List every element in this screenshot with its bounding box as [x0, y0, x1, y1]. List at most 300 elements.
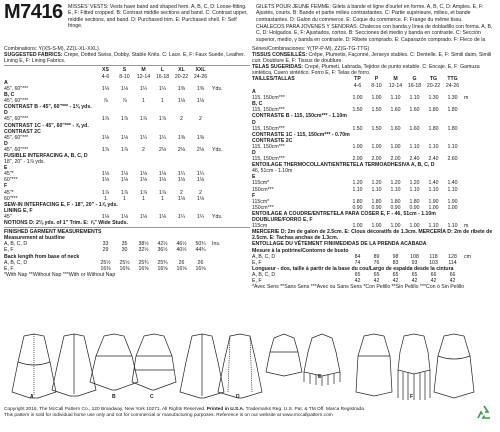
row-value: 114: [448, 259, 457, 266]
row-label: A, B, C, D: [4, 259, 28, 266]
row-value: 1⅛: [120, 85, 129, 92]
row-value: 1⅞: [120, 146, 129, 153]
row-value: 1.40: [428, 180, 439, 187]
row-label: A, B, C, D: [4, 241, 28, 248]
row-value: 25¾: [157, 259, 168, 266]
row-label: 115, 150cm***: [252, 125, 285, 132]
row-value: 1: [142, 98, 145, 105]
header: [4, 1, 496, 44]
english-description: MISSES' VESTS: Vests have band and shaped hem. A, B, C, D: Loose-fitting. E, F: Fitted cropped. B: Contrast middle sections and band. C: Contrast upper, middle sections, and band. D: Purchased trim. E: Purchased shell. F: Self fringe.: [68, 4, 248, 29]
row-value: 1⅞: [101, 146, 110, 153]
row-value: 50¾: [195, 241, 206, 248]
row-value: 1.80: [390, 198, 401, 205]
row-value: 89: [373, 253, 380, 260]
row-value: 1: [161, 98, 164, 105]
row-unit: [210, 135, 226, 141]
row-label: ENTOILAGE THERMOCOLLANT/ENTRETELA TERMOADHESIVA A, B, C, D: [252, 162, 435, 169]
row-value: 1⅞: [139, 189, 148, 196]
row-value: 42: [354, 277, 361, 284]
row-value: 1⅛: [120, 171, 129, 178]
row-label: E: [252, 174, 256, 181]
row-value: 1.00: [428, 204, 439, 211]
row-value: 26: [178, 259, 185, 266]
row-value: 1⅛: [139, 177, 148, 184]
row-value: 1.10: [447, 223, 458, 230]
size-range: 20-22: [174, 73, 189, 80]
row-value: 2: [180, 116, 183, 123]
row-label: E, F: [252, 277, 262, 284]
table-row: [4, 86, 250, 92]
row-label: E: [4, 165, 8, 172]
row-value: 1.80: [409, 198, 420, 205]
row-value: 1.60: [390, 125, 401, 132]
row-value: 1.50: [371, 125, 382, 132]
row-value: 30: [121, 247, 128, 254]
row-value: 1.90: [428, 198, 439, 205]
row-value: 1.10: [428, 186, 439, 193]
row-value: 2⅛: [177, 146, 186, 153]
english-yardage-column: [4, 46, 250, 328]
finished-title: ENTOLLAGE DU VÊTEMENT FINI/MEDIDAS DE LA PRENDA ACABADA: [252, 241, 427, 248]
row-value: 1⅛: [139, 171, 148, 178]
table-row: [252, 95, 498, 101]
row-unit: [462, 260, 478, 266]
fabrics-es-text: Crepé, Plumeti, Labrada, Tejidos de punto estable. C: Encaje. E, F: Gamuza sintética, Cuero sintético. Forro E, F: Telas de forro.: [252, 64, 480, 77]
combinations: Séries/Combinaciones: Y(TP-P-M), ZZ(G-TG-TTG): [252, 46, 370, 52]
row-label: 45", 60"***: [4, 134, 29, 141]
row-value: 33: [102, 241, 109, 248]
row-value: 1.60: [409, 107, 420, 114]
row-value: 38½: [138, 241, 149, 248]
row-value: 1: [123, 195, 126, 202]
row-value: 1.80: [371, 198, 382, 205]
row-unit: [462, 187, 478, 193]
row-value: 1.00: [371, 143, 382, 150]
row-label: D: [4, 140, 8, 147]
row-value: 1.00: [409, 223, 420, 230]
row-value: 0.90: [409, 204, 420, 211]
size-range: 4-6: [101, 73, 110, 80]
bust-title: Measurement at bustline: [4, 235, 65, 242]
row-value: 1.80: [428, 125, 439, 132]
row-unit: m: [464, 223, 469, 230]
row-value: 66: [449, 271, 456, 278]
footer: [4, 407, 474, 418]
row-value: 1.10: [371, 186, 382, 193]
row-value: 42: [430, 277, 437, 284]
row-label: 18", 20" - 1⅞ yds.: [4, 159, 45, 166]
bust-table: [252, 254, 498, 266]
suggested-fabrics-fr: [252, 52, 498, 64]
row-label: 115cm*: [252, 198, 270, 205]
row-value: 1.40: [447, 180, 458, 187]
row-value: 42: [411, 277, 418, 284]
row-value: 1¼: [196, 171, 205, 178]
row-value: 16⅜: [100, 265, 111, 272]
combinations: Combinations: Y(XS-S-M), ZZ(L-XL-XXL).: [4, 46, 101, 52]
row-value: 26: [197, 259, 204, 266]
row-value: 16⅝: [195, 265, 206, 272]
row-value: 42½: [157, 241, 168, 248]
nap-footnote: *With Nap **Without Nap ***With or Without Nap: [4, 271, 116, 278]
back-length-title: Longueur - dos, taille à partir de la base du cou/Largo de espalda desde la cintura: [252, 265, 454, 272]
row-value: 1¼: [196, 213, 205, 220]
row-value: 83: [392, 259, 399, 266]
row-label: 115cm*: [252, 180, 270, 187]
row-value: 128: [448, 253, 457, 260]
table-row: [252, 260, 498, 266]
size-subheader: [252, 83, 498, 89]
row-value: 1⅛: [139, 213, 148, 220]
row-value: 2⅛: [196, 146, 205, 153]
row-value: 1⅞: [139, 116, 148, 123]
size-label: TTG: [447, 76, 458, 83]
row-value: 1.10: [409, 95, 420, 102]
view-label-e: E: [318, 374, 322, 380]
row-label: D: [252, 150, 256, 156]
row-value: 1.20: [409, 180, 420, 187]
size-label: G: [412, 76, 417, 83]
fabrics-text: Crepe, Dotted Swiss, Dobby, Stable Knits. C: Lace. E, F: Faux Suede, Leather. Lining E, F: Lining Fabrics.: [4, 52, 245, 65]
row-value: 1⅛: [101, 134, 110, 141]
row-label: DOUBLURE/FORRO E, F: [252, 217, 313, 224]
row-value: 25½: [100, 259, 111, 266]
row-value: 1.00: [371, 223, 382, 230]
row-value: 1.80: [447, 125, 458, 132]
row-value: 1.10: [409, 186, 420, 193]
printed-in: Printed in U.S.A.: [206, 407, 245, 412]
row-value: 1.00: [390, 223, 401, 230]
row-label: E, F: [4, 265, 14, 272]
trademark: Trademarks Reg. U.S. Pat. & TM Off. Marca Registrada: [245, 407, 364, 412]
row-value: 1: [142, 195, 145, 202]
size-label: L: [160, 67, 165, 74]
row-label: 115, 150cm***: [252, 143, 285, 150]
row-value: 0.90: [390, 204, 401, 211]
row-label: 115, 150cm***: [252, 156, 285, 163]
size-label: TG: [429, 76, 438, 83]
size-range: 4-6: [353, 82, 362, 89]
row-value: 1¼: [158, 134, 167, 141]
row-label: 150cm***: [252, 186, 274, 193]
row-value: 1.10: [447, 186, 458, 193]
row-value: 1.80: [447, 107, 458, 114]
table-row: [4, 135, 250, 141]
table-row: [252, 187, 498, 193]
row-value: 25½: [119, 259, 130, 266]
row-value: 76: [373, 259, 380, 266]
row-value: 1.10: [428, 143, 439, 150]
row-value: 2: [142, 146, 145, 153]
row-value: 84: [354, 253, 361, 260]
row-value: 1.00: [390, 143, 401, 150]
row-value: 1.90: [447, 198, 458, 205]
size-range: 20-22: [426, 82, 441, 89]
row-label: A, B, C, D: [252, 253, 276, 260]
row-value: 1.10: [352, 186, 363, 193]
row-value: 1.20: [390, 180, 401, 187]
row-value: 98: [392, 253, 399, 260]
row-value: 1⅛: [196, 98, 205, 105]
row-label: CONTRAST B - 45", 60"*** - 1⅜ yds.: [4, 104, 92, 111]
row-value: 1⅛: [120, 177, 129, 184]
row-value: 1.10: [390, 95, 401, 102]
spanish-description: CHALECOS PARA JOVENES Y SEÑORAS: Chalecos con banda y línea de dobladillo con forma. A, B, C, D: Holgados. E, F: Ajustados, cortos. B: Secciones del medio y banda en contraste. C: Sección superior, medio, y banda en contraste. D: Ribete comprado. E: Caparazón comprado. F: Fleco de la: [256, 24, 493, 43]
row-label: 45": [4, 213, 12, 220]
fabrics-title: SUGGESTED FABRICS:: [4, 52, 63, 59]
row-label: 115cm: [252, 223, 268, 230]
row-label: E, F: [4, 247, 14, 254]
row-value: 1: [161, 195, 164, 202]
row-label: A: [4, 79, 8, 86]
row-label: 46, 51cm - 1.10m: [252, 168, 293, 175]
row-value: 1⅛: [120, 213, 129, 220]
row-value: 44¾: [195, 247, 206, 254]
row-label: 60"***: [4, 195, 18, 202]
recycle-icon: [474, 404, 494, 424]
size-label: XL: [178, 67, 185, 74]
size-range: 8-10: [119, 73, 130, 80]
row-label: 45", 60"***: [4, 85, 29, 92]
row-label: CONTRASTE B - 115, 150cm*** - 1.10m: [252, 113, 347, 120]
row-unit: [462, 278, 478, 284]
row-unit: Yds.: [212, 213, 223, 220]
row-value: 42: [449, 277, 456, 284]
row-unit: [210, 196, 226, 202]
row-value: 1.50: [352, 125, 363, 132]
row-value: 1⅞: [120, 189, 129, 196]
row-value: 2.40: [409, 156, 420, 163]
row-value: 1⅛: [196, 195, 205, 202]
row-value: 1⅜: [196, 134, 205, 141]
row-value: 1.00: [447, 204, 458, 211]
row-value: 1¼: [139, 134, 148, 141]
row-label: CONTRAST 1C - 45", 60"*** - ⅝ yd.: [4, 122, 89, 129]
row-value: 2: [199, 189, 202, 196]
row-value: 1.50: [371, 107, 382, 114]
row-value: 1⅛: [158, 213, 167, 220]
size-label: M: [141, 67, 146, 74]
row-value: 40½: [176, 247, 187, 254]
size-range: 12-14: [136, 73, 151, 80]
size-range: 16-18: [155, 73, 170, 80]
row-value: 16⅝: [176, 265, 187, 272]
table-row: [4, 177, 250, 183]
row-value: 2.00: [352, 156, 363, 163]
row-unit: Yds.: [212, 146, 223, 153]
row-value: 1⅛: [158, 177, 167, 184]
row-label: A, B, C, D: [252, 271, 276, 278]
size-label: S: [122, 67, 127, 74]
table-row: [4, 247, 250, 253]
row-label: CONTRASTE 2C: [252, 137, 293, 144]
view-label-c: C: [150, 394, 154, 400]
row-unit: [210, 116, 226, 122]
row-value: 0.90: [352, 204, 363, 211]
fabrics-fr-title: TISSUS CONSEILLÉS:: [252, 52, 308, 59]
back-length-title: Back length from base of neck: [4, 253, 80, 260]
row-label: 115, 150cm***: [252, 107, 285, 114]
bust-table: [4, 241, 250, 253]
row-value: 1.10: [428, 223, 439, 230]
metric-table: [252, 89, 498, 229]
row-value: 65: [373, 271, 380, 278]
row-unit: [210, 247, 226, 253]
row-value: 1⅞: [120, 116, 129, 123]
size-subheader: [4, 74, 250, 80]
row-value: 1⅛: [177, 195, 186, 202]
row-label: CONTRASTE 1C - 115, 150cm*** - 0.70m: [252, 131, 350, 138]
row-value: 1.10: [390, 186, 401, 193]
row-value: 1.60: [409, 125, 420, 132]
finished-title: FINISHED GARMENT MEASUREMENTS: [4, 229, 102, 236]
row-value: 1.20: [371, 180, 382, 187]
row-value: 0.90: [371, 204, 382, 211]
row-value: 1⅛: [101, 213, 110, 220]
legal-notice: This pattern is sold for individual home use only and not for commercial or manufacturing purposes. Reference is on our website at www.mccallpattern.com: [4, 412, 333, 418]
divider: [4, 65, 250, 66]
view-label-a: A: [30, 394, 34, 400]
row-label: 150cm***: [252, 204, 274, 211]
row-unit: [462, 156, 478, 162]
row-value: 32½: [138, 247, 149, 254]
size-label: XS: [102, 67, 109, 74]
row-label: FUSIBLE INTERFACING A, B, C, D: [4, 153, 88, 159]
size-range: 8-10: [371, 82, 382, 89]
row-label: 45", 60"***: [4, 116, 29, 123]
size-label: TP: [354, 76, 361, 83]
sizes-head: TAILLES/TALLAS: [252, 76, 295, 83]
row-label: E, F: [252, 259, 262, 266]
row-label: D: [4, 110, 8, 117]
row-label: F: [252, 192, 256, 199]
row-value: 2.00: [371, 156, 382, 163]
row-value: 1⅜: [196, 85, 205, 92]
row-unit: [462, 205, 478, 211]
row-label: D: [252, 119, 256, 126]
row-value: 1.80: [352, 198, 363, 205]
row-value: ⅞: [122, 98, 127, 105]
size-range: 12-14: [388, 82, 403, 89]
row-value: 46½: [176, 241, 187, 248]
bust-title: Mesure à la poitrine/Contorno de busto: [252, 247, 349, 254]
row-value: 1.50: [352, 107, 363, 114]
row-unit: Ins.: [212, 241, 221, 248]
vest-line-art: [4, 332, 496, 404]
size-range: 24-26: [193, 73, 208, 80]
row-value: 1⅛: [177, 177, 186, 184]
row-value: 1.30: [428, 95, 439, 102]
row-value: 1⅛: [101, 177, 110, 184]
row-value: 1¼: [177, 213, 186, 220]
notions: NOTIONS D: 2⅛ yds. of 1" Trim. E: ⅞" Wide Studs.: [4, 220, 128, 227]
row-value: 1.60: [390, 107, 401, 114]
pattern-number: M7416: [4, 1, 63, 23]
row-value: 2⅛: [158, 146, 167, 153]
size-label: M: [393, 76, 398, 83]
row-unit: [210, 98, 226, 104]
row-value: 36½: [157, 247, 168, 254]
row-value: 2: [199, 116, 202, 123]
row-value: 1⅞: [158, 189, 167, 196]
row-value: 1.10: [447, 143, 458, 150]
size-label: XXL: [195, 67, 206, 74]
row-unit: [462, 107, 478, 113]
row-label: CONTRAST 2C: [4, 128, 41, 135]
row-value: 1⅛: [177, 98, 186, 105]
row-value: 1.20: [352, 180, 363, 187]
notions: MERCERIE D: 2m de galon de 2.5cm. E: Clous décoratifs de 1.3cm. MERCERÍA D: 2m de ribete de 2.5cm. E: Tachas anchas de 1.3cm.: [252, 229, 493, 242]
row-value: 1⅛: [158, 171, 167, 178]
row-value: 118: [429, 253, 438, 260]
row-label: B, C: [4, 92, 15, 99]
row-label: 45", 60"***: [4, 146, 29, 153]
row-value: 1.00: [352, 143, 363, 150]
row-value: 74: [354, 259, 361, 266]
view-label-b: B: [112, 394, 116, 400]
technical-drawings: [4, 332, 496, 404]
row-label: 45", 60"***: [4, 98, 29, 105]
row-value: 1⅜: [177, 134, 186, 141]
row-value: 1¼: [139, 85, 148, 92]
row-label: LINING E, F: [4, 207, 33, 214]
row-value: 1.30: [447, 95, 458, 102]
row-value: 1¼: [177, 171, 186, 178]
row-value: 108: [410, 253, 419, 260]
nap-footnote: *Avec Sens **Sans Sens ***Avec ou Sans Sens *Con Pelillo **Sin Pelillo ***Con ó Sin Pelillo: [252, 284, 465, 291]
copyright: Copyright 2016, The McCall Pattern Co., 120 Broadway, New York 10271. All Rights Reserved.: [4, 407, 206, 412]
table-row: [252, 144, 498, 150]
fabrics-fr-text: Crêpe, Plumetis, Façonné, Jerseys stables. C: Dentelle. E, F: Simili daim, Simili cuir. Doublure E, F: Tissus de doublure.: [252, 52, 492, 65]
row-value: 2.00: [390, 156, 401, 163]
row-value: 2.40: [428, 156, 439, 163]
row-unit: [462, 126, 478, 132]
view-label-d: D: [236, 394, 240, 400]
size-label: P: [374, 76, 379, 83]
row-value: 1⅜: [177, 85, 186, 92]
row-value: 1¼: [158, 85, 167, 92]
row-value: 1.10: [409, 143, 420, 150]
row-label: A: [252, 89, 256, 96]
metric-yardage-column: [252, 46, 498, 328]
row-value: 1⅛: [101, 171, 110, 178]
table-row: [4, 266, 250, 272]
row-value: 1⅛: [120, 134, 129, 141]
row-value: 1⅛: [101, 85, 110, 92]
row-label: 60"***: [4, 177, 18, 184]
row-value: 16⅝: [138, 265, 149, 272]
row-value: ⅞: [103, 98, 108, 105]
row-value: 16⅝: [157, 265, 168, 272]
view-label-f: F: [410, 394, 414, 400]
size-range: 16-18: [407, 82, 422, 89]
row-value: 1⅞: [101, 189, 110, 196]
row-value: 35: [121, 241, 128, 248]
divider: [4, 227, 250, 228]
row-unit: [210, 177, 226, 183]
row-value: 66: [430, 271, 437, 278]
row-value: 42: [392, 277, 399, 284]
row-value: 2.60: [447, 156, 458, 163]
row-value: 2: [180, 189, 183, 196]
row-value: 25¾: [138, 259, 149, 266]
row-value: 1.00: [371, 95, 382, 102]
row-label: 45"*: [4, 189, 14, 196]
row-value: 1⅛: [196, 177, 205, 184]
row-unit: m: [464, 95, 469, 102]
row-value: 1⅞: [101, 116, 110, 123]
row-label: 115, 150cm***: [252, 95, 285, 102]
